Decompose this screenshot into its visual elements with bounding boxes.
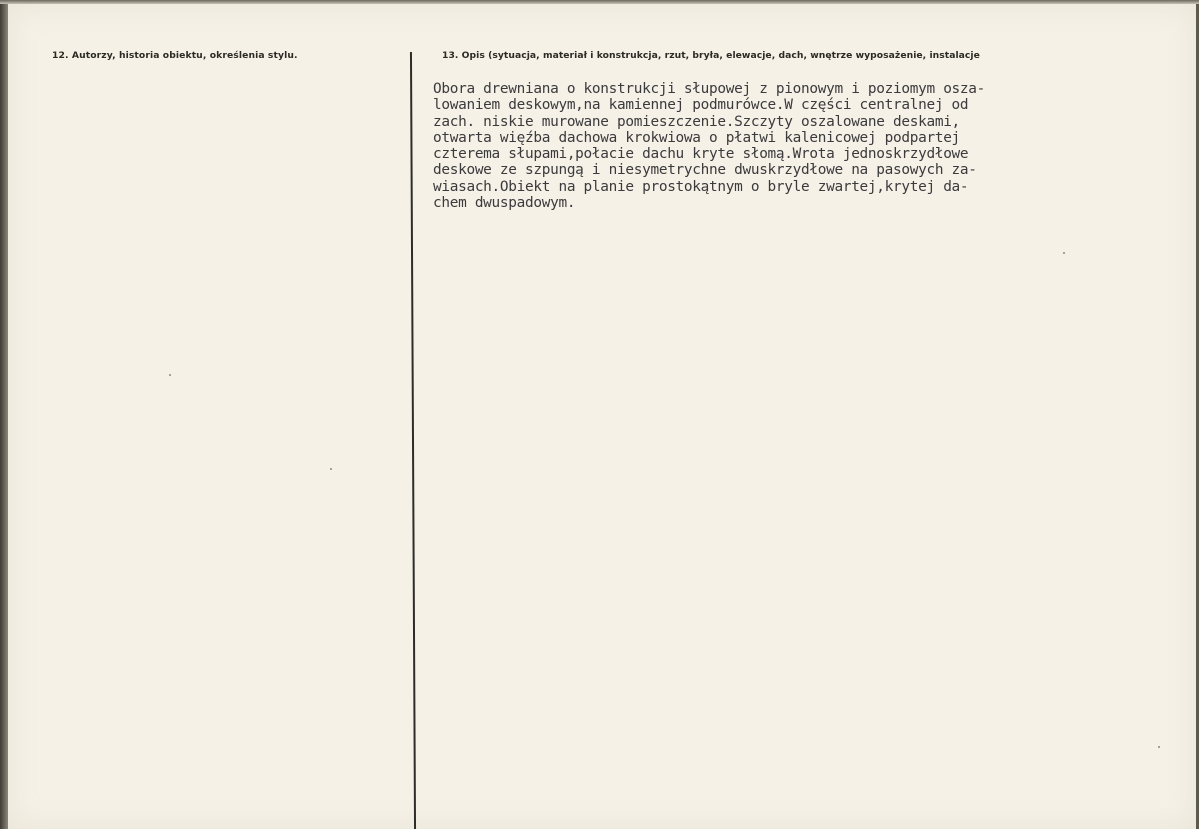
scan-shadow-left [0,0,8,829]
typed-description [433,81,1113,211]
description-line: lowaniem deskowym,na kamiennej podmurówce.W części centralnej od [433,97,969,114]
section-12-heading: 12. Autorzy, historia obiektu, określenia stylu. [52,50,298,61]
section-13-heading: 13. Opis (sytuacja, materiał i konstrukcja, rzut, bryła, elewacje, dach, wnętrze wyposażenie, instalacje [442,50,980,61]
description-line: chem dwuspadowym. [433,195,576,212]
description-line: otwarta więźba dachowa krokwiowa o płatwi kalenicowej podpartej [433,129,960,146]
column-divider [410,52,416,829]
description-line: Obora drewniana o konstrukcji słupowej z pionowym i poziomym osza- [433,81,986,97]
description-line: deskowe ze szpungą i niesymetrychne dwuskrzydłowe na pasowych za- [433,162,977,179]
description-line: zach. niskie murowane pomieszczenie.Szczyty oszalowane deskami, [433,113,960,130]
document-page [8,4,1196,829]
paper-speck [1158,746,1160,748]
paper-speck [169,374,171,376]
paper-speck [330,468,332,470]
paper-speck [1063,252,1065,254]
description-line: czterema słupami,połacie dachu kryte słomą.Wrota jednoskrzydłowe [433,146,969,163]
description-line: wiasach.Obiekt na planie prostokątnym o bryle zwartej,krytej da- [433,178,969,195]
